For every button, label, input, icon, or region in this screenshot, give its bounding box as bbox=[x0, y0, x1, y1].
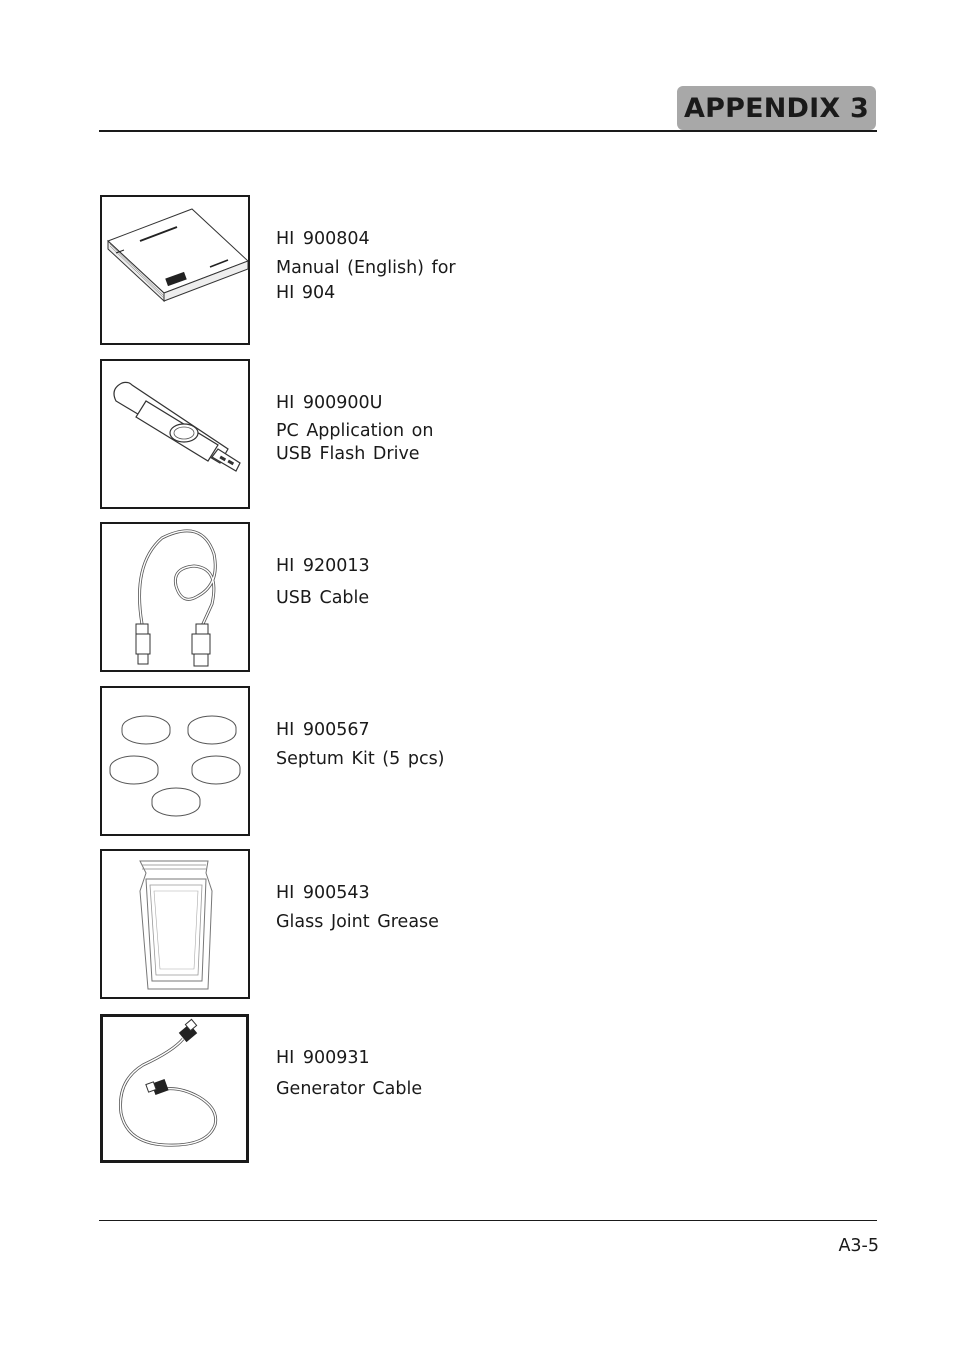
item-code: HI 900931 bbox=[276, 1048, 370, 1068]
accessory-item bbox=[100, 195, 800, 344]
accessory-item bbox=[100, 686, 800, 835]
accessory-item bbox=[100, 849, 800, 998]
manual-book-icon bbox=[102, 197, 248, 343]
item-image-frame bbox=[100, 849, 250, 999]
usb-flash-drive-icon bbox=[102, 361, 248, 507]
section-title-badge bbox=[677, 86, 876, 130]
item-description: Glass Joint Grease bbox=[276, 912, 439, 932]
item-description: USB Cable bbox=[276, 588, 370, 608]
accessory-item bbox=[100, 359, 800, 508]
accessory-item bbox=[100, 522, 800, 671]
septum-discs-icon bbox=[102, 688, 248, 834]
item-code: HI 900804 bbox=[276, 229, 370, 249]
usb-cable-icon bbox=[102, 524, 248, 670]
item-description: PC Application on USB Flash Drive bbox=[276, 421, 434, 464]
accessory-item bbox=[100, 1014, 800, 1163]
header-rule bbox=[99, 130, 877, 132]
item-image-frame bbox=[100, 359, 250, 509]
grease-packet-icon bbox=[102, 851, 248, 997]
item-image-frame bbox=[100, 686, 250, 836]
item-image-frame bbox=[100, 1014, 249, 1163]
section-title: APPENDIX 3 bbox=[684, 92, 869, 124]
item-description: Septum Kit (5 pcs) bbox=[276, 749, 445, 769]
footer-rule bbox=[99, 1220, 877, 1221]
item-description: Generator Cable bbox=[276, 1079, 423, 1099]
item-code: HI 920013 bbox=[276, 556, 370, 576]
item-code: HI 900900U bbox=[276, 393, 383, 413]
item-image-frame bbox=[100, 195, 250, 345]
generator-cable-icon bbox=[103, 1017, 249, 1163]
item-image-frame bbox=[100, 522, 250, 672]
page-number: A3-5 bbox=[838, 1236, 879, 1256]
item-code: HI 900543 bbox=[276, 883, 370, 903]
item-code: HI 900567 bbox=[276, 720, 370, 740]
item-description: Manual (English) for HI 904 bbox=[276, 258, 456, 303]
